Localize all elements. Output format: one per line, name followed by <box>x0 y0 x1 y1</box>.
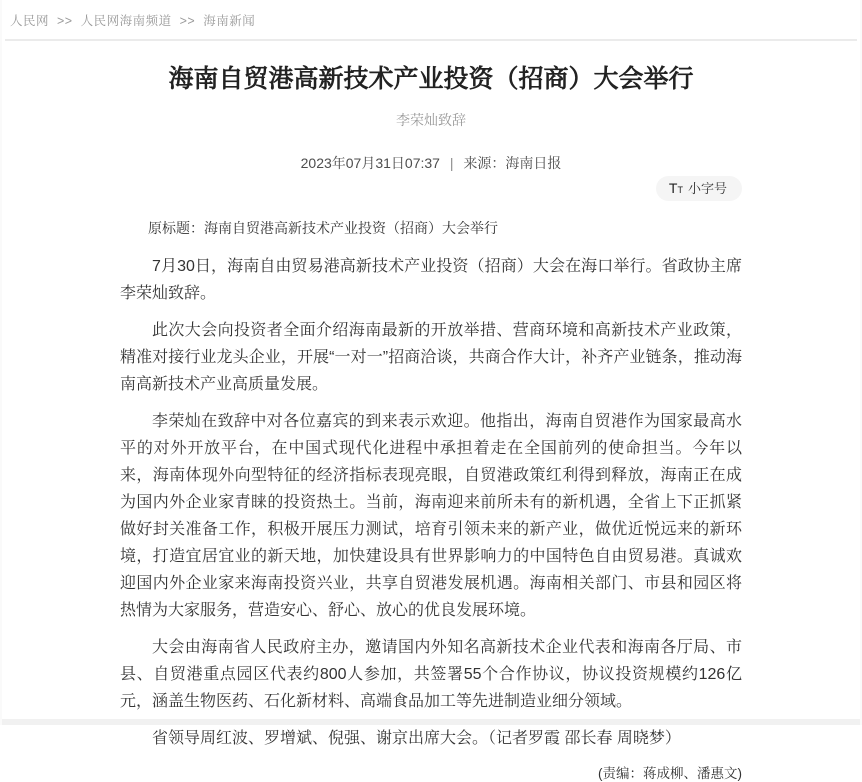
font-size-button-label: 小字号 <box>687 181 727 197</box>
header-divider <box>5 39 857 41</box>
font-size-button[interactable] <box>656 176 742 201</box>
article-title: 海南自贸港高新技术产业投资（招商）大会举行 <box>168 65 694 93</box>
breadcrumb-separator: >> <box>179 14 196 28</box>
publish-date: 2023年07月31日07:37 <box>300 155 440 172</box>
breadcrumb-link-hainan-channel[interactable]: 人民网海南频道 <box>80 14 172 28</box>
breadcrumb-link-hainan-news[interactable]: 海南新闻 <box>203 14 256 28</box>
original-title: 原标题：海南自贸港高新技术产业投资（招商）大会举行 <box>148 220 498 237</box>
article-subtitle: 李荣灿致辞 <box>396 112 466 129</box>
breadcrumb-link-peoples-daily[interactable]: 人民网 <box>10 14 50 28</box>
article-paragraph: 此次大会向投资者全面介绍海南最新的开放举措、营商环境和高新技术产业政策，精准对接行业龙头企业，开展“一对一”招商洽谈，共商合作大计，补齐产业链条，推动海南高新技术产业高质量发展。 <box>120 322 742 394</box>
article-toolbar <box>120 176 742 202</box>
breadcrumb <box>2 0 860 39</box>
editor-credit: (责编：蒋成柳、潘惠文) <box>598 766 742 782</box>
article-paragraph: 李荣灿在致辞中对各位嘉宾的到来表示欢迎。他指出，海南自贸港作为国家最高水平的对外开放平台，在中国式现代化进程中承担着走在全国前列的使命担当。今年以来，海南体现外向型特征的经济指标表现亮眼，自贸港政策红利得到释放，海南正在成为国内外企业家青睐的投资热土。当前，海南迎来前所未有的新机遇，全省上下正抓紧做好封关准备工作，积极开展压力测试，培育引领未来的新产业，做优近悦远来的新环境，打造宜居宜业的新天地，加快建设具有世界影响力的中国特色自由贸易港。真诚欢迎国内外企业家来海南投资兴业，共享自贸港发展机遇。海南相关部门、市县和园区将热情为大家服务，营造安心、舒心、放心的优良发展环境。 <box>120 413 742 620</box>
page-bottom-edge <box>2 719 860 725</box>
meta-divider: | <box>449 155 454 172</box>
article-paragraph: 省领导周红波、罗增斌、倪强、谢京出席大会。（记者罗霞 邵长春 周晓梦） <box>152 730 681 748</box>
source-label: 来源： <box>463 155 506 172</box>
article-meta <box>120 153 742 173</box>
font-size-icon: TT <box>668 180 683 197</box>
article-body <box>120 64 742 782</box>
article-paragraph: 7月30日，海南自由贸易港高新技术产业投资（招商）大会在海口举行。省政协主席李荣灿致辞。 <box>120 258 742 303</box>
breadcrumb-separator: >> <box>57 14 73 28</box>
source-link[interactable]: 海南日报 <box>505 155 562 172</box>
article-paragraph: 大会由海南省人民政府主办，邀请国内外知名高新技术企业代表和海南各厅局、市县、自贸港重点园区代表约800人参加，共签署55个合作协议，协议投资规模约126亿元，涵盖生物医药、石化新材料、高端食品加工等先进制造业细分领域。 <box>120 639 742 711</box>
